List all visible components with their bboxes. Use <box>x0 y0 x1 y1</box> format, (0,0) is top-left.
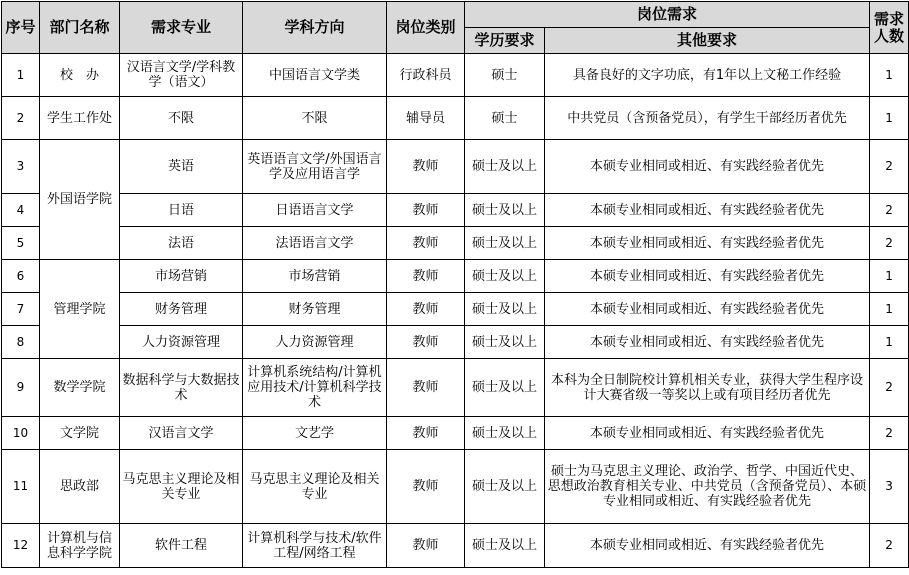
cell-major: 法语 <box>120 227 243 260</box>
header-post-type: 岗位类别 <box>387 2 465 54</box>
cell-dept: 文学院 <box>40 417 120 450</box>
cell-other: 本硕专业相同或相近、有实践经验者优先 <box>545 524 870 568</box>
cell-seq: 5 <box>2 227 40 260</box>
cell-direction: 人力资源管理 <box>243 326 387 359</box>
cell-education: 硕士 <box>465 97 545 140</box>
cell-seq: 9 <box>2 359 40 417</box>
cell-education: 硕士及以上 <box>465 359 545 417</box>
cell-other: 硕士为马克思主义理论、政治学、哲学、中国近代史、思想政治教育相关专业、中共党员（含预备党员）、本硕专业相同或相近、有实践经验者优先 <box>545 450 870 524</box>
cell-education: 硕士及以上 <box>465 450 545 524</box>
table-row <box>2 524 909 568</box>
cell-other: 本硕专业相同或相近、有实践经验者优先 <box>545 140 870 194</box>
cell-count: 1 <box>870 260 909 293</box>
cell-other: 本硕专业相同或相近、有实践经验者优先 <box>545 293 870 326</box>
header-dept: 部门名称 <box>40 2 120 54</box>
table-row <box>2 260 909 293</box>
cell-seq: 12 <box>2 524 40 568</box>
header-row-1 <box>2 2 909 28</box>
cell-other: 本科为全日制院校计算机相关专业，获得大学生程序设计大赛省级一等奖以上或有项目经历者优先 <box>545 359 870 417</box>
table-row <box>2 140 909 194</box>
cell-education: 硕士及以上 <box>465 524 545 568</box>
cell-education: 硕士及以上 <box>465 140 545 194</box>
cell-post-type: 教师 <box>387 227 465 260</box>
table-row <box>2 326 909 359</box>
cell-major: 人力资源管理 <box>120 326 243 359</box>
cell-direction: 中国语言文学类 <box>243 54 387 97</box>
cell-dept: 管理学院 <box>40 260 120 359</box>
cell-major: 马克思主义理论及相关专业 <box>120 450 243 524</box>
cell-other: 本硕专业相同或相近、有实践经验者优先 <box>545 326 870 359</box>
cell-seq: 6 <box>2 260 40 293</box>
cell-education: 硕士 <box>465 54 545 97</box>
cell-post-type: 教师 <box>387 359 465 417</box>
cell-post-type: 教师 <box>387 450 465 524</box>
cell-dept: 数学学院 <box>40 359 120 417</box>
header-education: 学历要求 <box>465 28 545 54</box>
cell-major: 日语 <box>120 194 243 227</box>
cell-count: 2 <box>870 194 909 227</box>
recruitment-table <box>1 1 909 568</box>
cell-direction: 法语语言文学 <box>243 227 387 260</box>
cell-major: 汉语言文学 <box>120 417 243 450</box>
cell-post-type: 教师 <box>387 524 465 568</box>
cell-education: 硕士及以上 <box>465 227 545 260</box>
cell-other: 本硕专业相同或相近、有实践经验者优先 <box>545 227 870 260</box>
cell-post-type: 教师 <box>387 194 465 227</box>
cell-direction: 市场营销 <box>243 260 387 293</box>
table-row <box>2 450 909 524</box>
cell-other: 本硕专业相同或相近、有实践经验者优先 <box>545 194 870 227</box>
cell-direction: 文艺学 <box>243 417 387 450</box>
cell-other: 本硕专业相同或相近、有实践经验者优先 <box>545 260 870 293</box>
table-row <box>2 359 909 417</box>
cell-direction: 计算机系统结构/计算机应用技术/计算机科学技术 <box>243 359 387 417</box>
table-row <box>2 194 909 227</box>
cell-count: 3 <box>870 450 909 524</box>
cell-major: 市场营销 <box>120 260 243 293</box>
cell-post-type: 教师 <box>387 140 465 194</box>
cell-direction: 马克思主义理论及相关专业 <box>243 450 387 524</box>
cell-post-type: 教师 <box>387 417 465 450</box>
cell-direction: 计算机科学与技术/软件工程/网络工程 <box>243 524 387 568</box>
cell-direction: 英语语言文学/外国语言学及应用语言学 <box>243 140 387 194</box>
cell-major: 英语 <box>120 140 243 194</box>
cell-major: 财务管理 <box>120 293 243 326</box>
cell-seq: 3 <box>2 140 40 194</box>
header-count: 需求人数 <box>870 2 909 54</box>
cell-education: 硕士及以上 <box>465 293 545 326</box>
cell-post-type: 教师 <box>387 293 465 326</box>
cell-count: 2 <box>870 524 909 568</box>
cell-dept: 思政部 <box>40 450 120 524</box>
header-direction: 学科方向 <box>243 2 387 54</box>
cell-other: 具备良好的文字功底，有1年以上文秘工作经验 <box>545 54 870 97</box>
cell-count: 2 <box>870 359 909 417</box>
cell-seq: 1 <box>2 54 40 97</box>
cell-dept: 学生工作处 <box>40 97 120 140</box>
cell-seq: 10 <box>2 417 40 450</box>
cell-dept: 外国语学院 <box>40 140 120 260</box>
cell-count: 2 <box>870 417 909 450</box>
cell-education: 硕士及以上 <box>465 417 545 450</box>
cell-seq: 11 <box>2 450 40 524</box>
cell-education: 硕士及以上 <box>465 260 545 293</box>
cell-post-type: 教师 <box>387 326 465 359</box>
cell-count: 1 <box>870 54 909 97</box>
cell-seq: 2 <box>2 97 40 140</box>
cell-other: 中共党员（含预备党员），有学生干部经历者优先 <box>545 97 870 140</box>
table-row <box>2 54 909 97</box>
cell-seq: 8 <box>2 326 40 359</box>
cell-post-type: 行政科员 <box>387 54 465 97</box>
table-row <box>2 293 909 326</box>
cell-major: 汉语言文学/学科教学（语文） <box>120 54 243 97</box>
cell-dept: 校 办 <box>40 54 120 97</box>
cell-count: 2 <box>870 140 909 194</box>
cell-seq: 7 <box>2 293 40 326</box>
cell-post-type: 辅导员 <box>387 97 465 140</box>
cell-count: 1 <box>870 326 909 359</box>
header-post-requirement: 岗位需求 <box>465 2 870 28</box>
cell-seq: 4 <box>2 194 40 227</box>
header-other: 其他要求 <box>545 28 870 54</box>
cell-dept: 计算机与信息科学学院 <box>40 524 120 568</box>
cell-count: 2 <box>870 227 909 260</box>
table-row <box>2 227 909 260</box>
cell-major: 数据科学与大数据技术 <box>120 359 243 417</box>
cell-count: 1 <box>870 293 909 326</box>
table-row <box>2 97 909 140</box>
cell-education: 硕士及以上 <box>465 194 545 227</box>
cell-major: 不限 <box>120 97 243 140</box>
cell-other: 本硕专业相同或相近、有实践经验者优先 <box>545 417 870 450</box>
cell-direction: 财务管理 <box>243 293 387 326</box>
cell-major: 软件工程 <box>120 524 243 568</box>
cell-count: 1 <box>870 97 909 140</box>
cell-post-type: 教师 <box>387 260 465 293</box>
cell-direction: 不限 <box>243 97 387 140</box>
cell-education: 硕士及以上 <box>465 326 545 359</box>
header-seq: 序号 <box>2 2 40 54</box>
header-major: 需求专业 <box>120 2 243 54</box>
table-row <box>2 417 909 450</box>
cell-direction: 日语语言文学 <box>243 194 387 227</box>
